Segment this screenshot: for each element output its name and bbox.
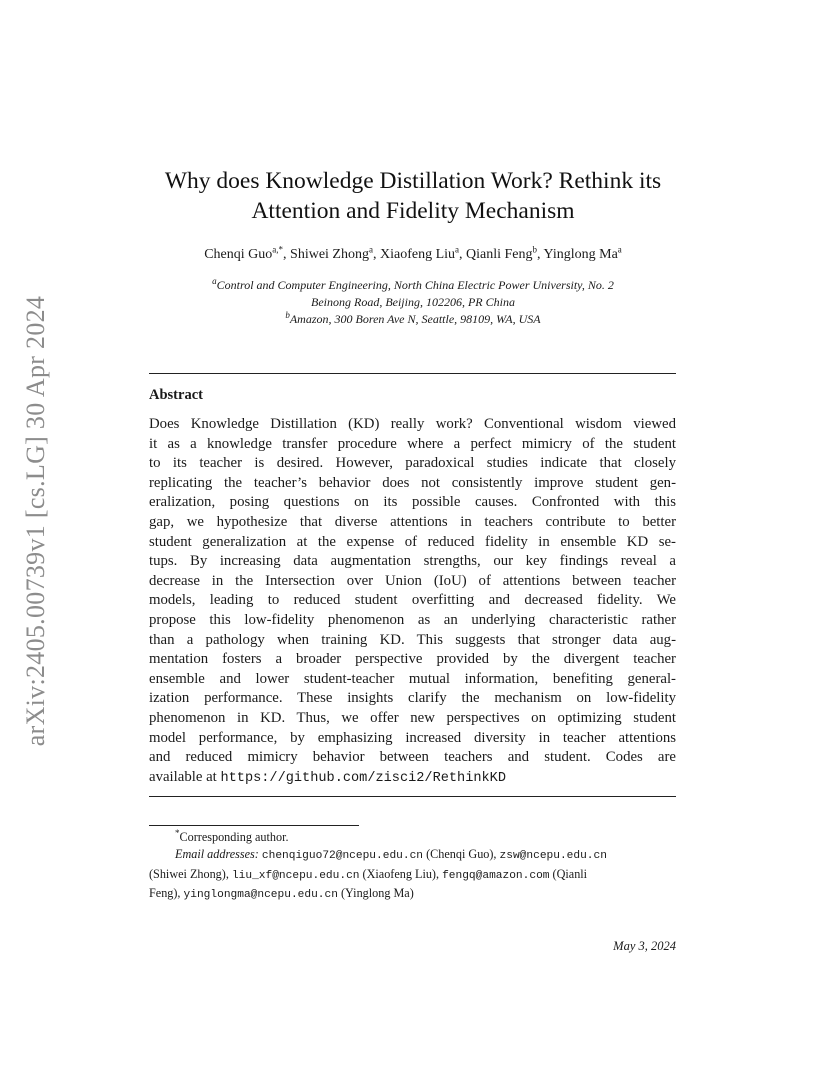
email-address[interactable]: yinglongma@ncepu.edu.cn <box>183 889 338 902</box>
arxiv-id: arXiv:2405.00739v1 [cs.LG] 30 Apr 2024 <box>21 295 50 747</box>
title-line-1: Why does Knowledge Distillation Work? Rethink its <box>164 168 662 194</box>
abstract-line: to its teacher is desired. However, paradoxical studies indicate that closely <box>149 455 676 472</box>
abstract-line: models, leading to reduced student overfitting and decreased fidelity. We <box>149 592 676 609</box>
abstract-line: mentation fosters a broader perspective provided by the divergent teacher <box>149 651 676 668</box>
abstract-line: eralization, posing questions on its possible causes. Confronted with this <box>149 494 676 511</box>
email-address[interactable]: fengq@amazon.com <box>442 869 550 882</box>
footnote-rule <box>149 825 359 826</box>
title-line-2: Attention and Fidelity Mechanism <box>251 198 575 224</box>
affiliations <box>150 277 676 328</box>
abstract-line: than a pathology when training KD. This suggests that stronger data aug- <box>149 631 676 648</box>
email-line-2: (Shiwei Zhong), liu_xf@ncepu.edu.cn (Xiaofeng Liu), fengq@amazon.com (Qianli <box>149 866 588 882</box>
abstract-line: propose this low-fidelity phenomenon as an underlying characteristic rather <box>149 611 676 628</box>
email-address[interactable]: zsw@ncepu.edu.cn <box>499 850 607 863</box>
abstract-line: and reduced mimicry behavior between teachers and student. Codes are <box>149 749 676 766</box>
email-address[interactable]: chenqiguo72@ncepu.edu.cn <box>261 850 424 863</box>
author: Xiaofeng Liu$^a$, <box>379 244 467 262</box>
arxiv-sidebar-stamp <box>14 281 58 761</box>
abstract-line: ensemble and lower student-teacher mutual information, benefiting general- <box>149 670 676 687</box>
author: Qianli Feng$^b$, <box>466 244 544 262</box>
corresponding-note: *Corresponding author. <box>175 827 289 844</box>
abstract-line: gap, we hypothesize that diverse attentions in teachers contribute to better <box>149 513 676 530</box>
author: Yinglong Ma$^a$ <box>543 244 622 262</box>
affiliation-a-line-2: Beinong Road, Beijing, 102206, PR China <box>311 295 515 309</box>
abstract-line: student generalization at the expense of reduced fidelity in ensemble KD se- <box>149 533 676 550</box>
abstract-line: replicating the teacher’s behavior does not consistently improve student gen- <box>149 474 676 491</box>
footnotes <box>149 829 676 905</box>
abstract-line: phenomenon in KD. Thus, we offer new perspectives on optimizing student <box>149 709 676 726</box>
email-address[interactable]: liu_xf@ncepu.edu.cn <box>231 869 360 882</box>
affiliation-a-line-1: $^a$Control and Computer Engineering, North China Electric Power University, No. 2 <box>212 276 614 292</box>
abstract-line: decrease in the Intersection over Union (IoU) of attentions between teacher <box>149 572 676 589</box>
email-line-1: Email addresses: chenqiguo72@ncepu.edu.cn (Chenqi Guo), zsw@ncepu.edu.cn <box>175 847 607 863</box>
abstract-line: tups. By increasing data augmentation strengths, our key findings reveal a <box>149 553 676 570</box>
abstract-body <box>149 415 676 788</box>
abstract-top-rule <box>149 373 676 374</box>
author: Shiwei Zhong$^a$, <box>290 244 380 262</box>
abstract-line: model performance, by emphasizing increased diversity in teacher attentions <box>149 729 676 746</box>
abstract-heading: Abstract <box>149 387 203 403</box>
paper-title <box>150 166 676 226</box>
author: Chenqi Guo$^{a,*}$, <box>204 244 291 262</box>
abstract-line: ization performance. These insights clarify the mechanism on low-fidelity <box>149 690 676 707</box>
abstract-bottom-rule <box>149 796 676 797</box>
abstract-line: Does Knowledge Distillation (KD) really work? Conventional wisdom viewed <box>149 416 676 432</box>
preprint-date: May 3, 2024 <box>613 939 676 953</box>
code-repo-link[interactable]: https://github.com/zisci2/RethinkKD <box>220 770 506 786</box>
email-line-3: Feng), yinglongma@ncepu.edu.cn (Yinglong Ma) <box>149 886 414 902</box>
abstract-line: it as a knowledge transfer procedure where a perfect mimicry of the student <box>149 435 676 452</box>
abstract-last-line: available at https://github.com/zisci2/RethinkKD <box>149 768 506 786</box>
affiliation-b: $^b$Amazon, 300 Boren Ave N, Seattle, 98109, WA, USA <box>285 310 541 326</box>
author-list <box>150 245 676 265</box>
